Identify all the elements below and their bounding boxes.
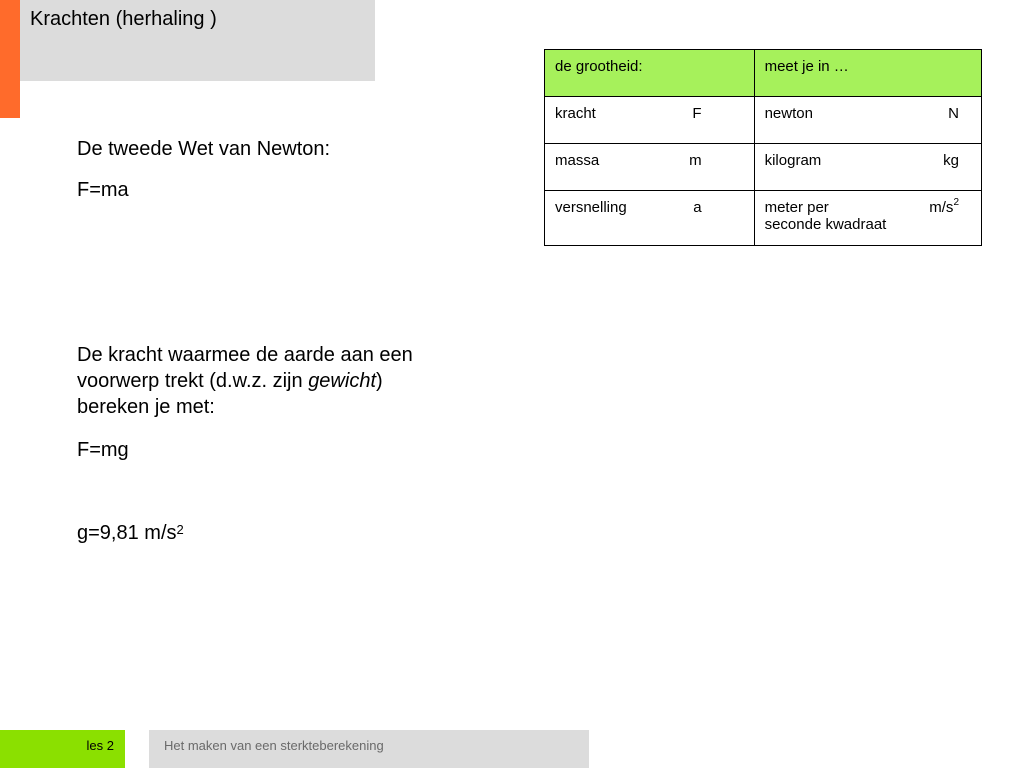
unit-name-line-1: meter per [764,199,829,216]
quantity-name: massa [555,152,600,169]
unit-symbol [929,199,959,233]
weight-line-2-pre: voorwerp trekt (d.w.z. zijn [77,370,309,392]
gravity-value [77,520,184,546]
weight-line-2 [77,368,413,394]
gravity-exponent: 2 [176,522,184,537]
unit-cell [754,97,981,144]
formula-fmg: F=mg [77,439,129,461]
unit-name: kilogram [764,152,822,169]
footer-subject-box [149,730,589,768]
unit-name-line-2: seconde kwadraat [764,216,887,233]
unit-symbol: kg [943,152,959,169]
weight-paragraph [77,342,413,420]
formula-fma: F=ma [77,179,129,201]
units-table [544,49,982,246]
header-quantity: de grootheid: [545,50,755,97]
unit-cell [754,191,981,246]
unit-name [765,199,887,233]
quantity-symbol: F [692,105,702,122]
newton-heading: De tweede Wet van Newton: [77,138,331,160]
slide-title: Krachten (herhaling ) [30,8,217,30]
footer-subject: Het maken van een sterkteberekening [164,738,384,753]
quantity-name: kracht [555,105,596,122]
unit-name: newton [764,105,813,122]
gravity-text: g=9,81 m/s [77,522,177,544]
footer-lesson-box [0,730,125,768]
weight-line-1: De kracht waarmee de aarde aan een [77,344,413,366]
accent-bar [0,0,20,118]
weight-line-3: bereken je met: [77,396,215,418]
unit-symbol: N [948,105,959,122]
quantity-name: versnelling [555,199,627,216]
table-row [545,191,982,246]
table-row [545,97,982,144]
weight-line-2-post: ) [376,370,383,392]
unit-symbol-base: m/s [929,199,954,216]
quantity-cell [545,97,755,144]
quantity-cell [545,191,755,246]
quantity-cell [545,144,755,191]
quantity-symbol: a [693,199,702,216]
quantity-symbol: m [689,152,702,169]
unit-cell [754,144,981,191]
title-box [20,0,375,81]
unit-symbol-exponent: 2 [953,197,959,208]
table-header-row [545,50,982,97]
weight-word-gewicht: gewicht [308,370,376,392]
header-unit: meet je in … [754,50,981,97]
footer-lesson: les 2 [86,738,114,753]
table-row [545,144,982,191]
